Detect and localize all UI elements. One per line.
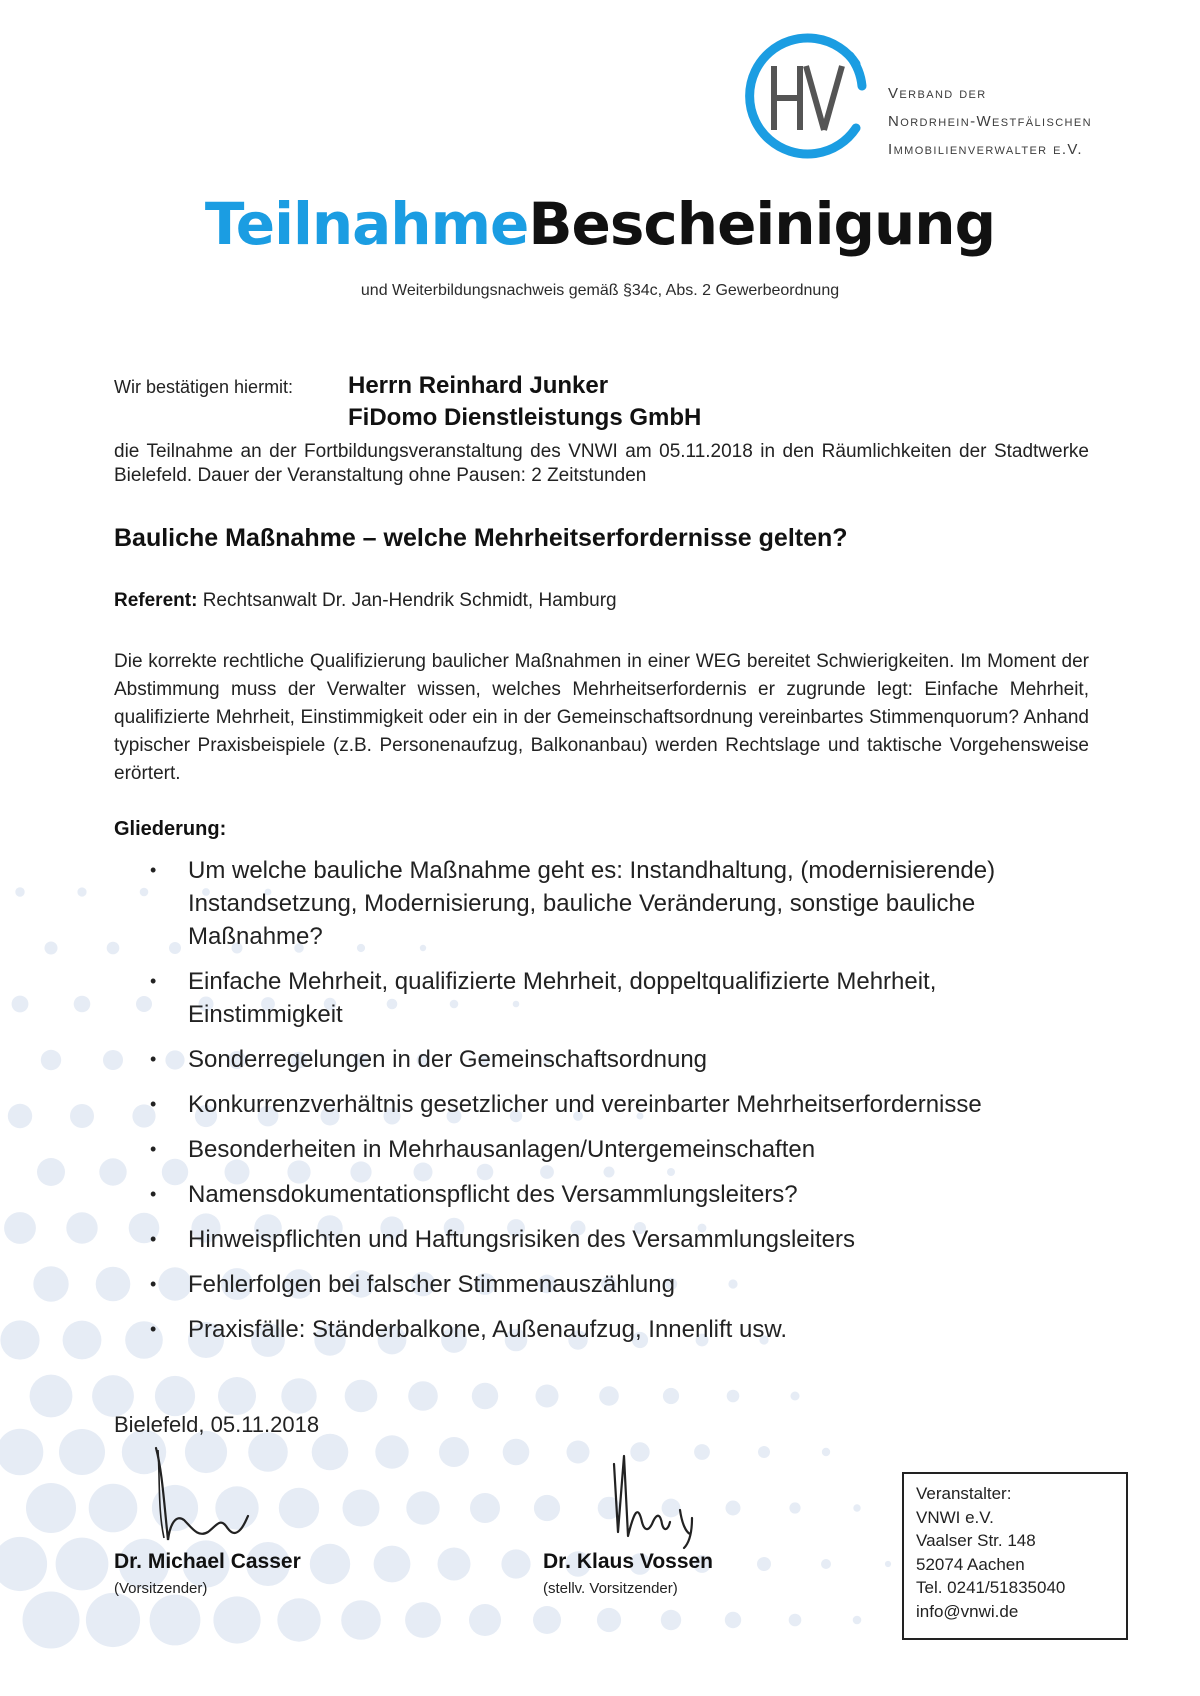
background-dot xyxy=(661,1610,681,1630)
organizer-box xyxy=(902,1472,1128,1640)
background-dot xyxy=(23,1592,80,1649)
background-dot xyxy=(33,1266,68,1301)
background-dot xyxy=(725,1612,741,1628)
seminar-description: Die korrekte rechtliche Qualifizierung baulicher Maßnahmen in einer WEG bereitet Schwierigkeiten. Im Moment der Abstimmung muss der Verwalter wissen, welches Mehrheitserfordernis er zugrunde legt: Einfache Mehrheit, qualifizierte Mehrheit, Einstimmigkeit oder ein in der Gemeinschaftsordnung vereinbartes Stimmenquorum? Anhand typischer Praxisbeispiele (z.B. Personenaufzug, Balkonanbau) werden Rechtslage und taktische Vorgehensweise erörtert. xyxy=(114,651,1089,784)
background-dot xyxy=(853,1616,862,1625)
background-dot xyxy=(70,1104,94,1128)
background-dot xyxy=(30,1375,73,1418)
referent-line xyxy=(114,590,617,612)
background-dot xyxy=(663,1388,679,1404)
signatory-role: (Vorsitzender) xyxy=(114,1580,208,1597)
background-dot xyxy=(789,1614,802,1627)
background-dot xyxy=(501,1549,530,1578)
background-dot xyxy=(438,1548,471,1581)
background-dot xyxy=(218,1377,256,1415)
background-dot xyxy=(4,1212,36,1244)
background-dot xyxy=(599,1386,619,1406)
outline-item: • Praxisfälle: Ständerbalkone, Außenaufzug, Innenlift usw. xyxy=(150,1313,1080,1346)
title-part-teilnahme: Teilnahme xyxy=(204,190,529,258)
background-dot xyxy=(472,1383,498,1409)
outline-item: • Um welche bauliche Maßnahme geht es: Instandhaltung, (modernisierende) Instandsetzung, Modernisierung, bauliche Veränderung, sonstige bauliche Maßnahme? xyxy=(150,854,1080,953)
org-name-line: Verband der xyxy=(888,85,987,102)
seminar-heading: Bauliche Maßnahme – welche Mehrheitserfordernisse gelten? xyxy=(114,524,848,552)
background-dot xyxy=(310,1544,350,1584)
background-dot xyxy=(15,887,24,896)
background-dot xyxy=(59,1429,105,1475)
signatory-name: Dr. Michael Casser xyxy=(114,1550,301,1573)
background-dot xyxy=(0,1429,43,1476)
title-part-bescheinigung: Bescheinigung xyxy=(528,190,996,258)
background-dot xyxy=(439,1437,469,1467)
background-dot xyxy=(791,1392,800,1401)
outline-item: • Fehlerfolgen bei falscher Stimmenauszählung xyxy=(150,1268,1080,1301)
background-dot xyxy=(63,1321,102,1360)
background-dot xyxy=(0,1320,39,1359)
background-dot xyxy=(533,1606,561,1634)
participation-text: die Teilnahme an der Fortbildungsveranstaltung des VNWI am 05.11.2018 in den Räumlichkeiten der Stadtwerke Bielefeld. Dauer der Veranstaltung ohne Pausen: 2 Zeitstunden xyxy=(114,441,1089,486)
background-dot xyxy=(26,1483,76,1533)
background-dot xyxy=(8,1104,32,1128)
organizer-line: 52074 Aachen xyxy=(916,1554,1025,1574)
signatory-name: Dr. Klaus Vossen xyxy=(543,1550,714,1573)
background-dot xyxy=(150,1595,201,1646)
background-dot xyxy=(0,1537,47,1591)
organizer-line: Veranstalter: xyxy=(916,1484,1012,1503)
background-dot xyxy=(853,1504,860,1511)
background-dot xyxy=(74,996,91,1013)
background-dot xyxy=(37,1158,65,1186)
background-dot xyxy=(279,1488,319,1528)
recipient-name: Herrn Reinhard Junker xyxy=(348,372,609,399)
confirmation-label: Wir bestätigen hiermit: xyxy=(114,377,294,397)
background-dot xyxy=(726,1501,741,1516)
background-dot xyxy=(312,1434,349,1471)
background-dot xyxy=(469,1604,501,1636)
organizer-email[interactable]: info@vnwi.de xyxy=(916,1601,1019,1621)
background-dot xyxy=(277,1598,320,1641)
outline-item: • Einfache Mehrheit, qualifizierte Mehrheit, doppeltqualifizierte Mehrheit, Einstimmigkeit xyxy=(150,965,1080,1031)
background-dot xyxy=(405,1602,441,1638)
place-date: Bielefeld, 05.11.2018 xyxy=(114,1412,320,1437)
org-name-line: Nordrhein-Westfälischen xyxy=(888,113,1092,130)
referent-label: Referent: xyxy=(114,590,198,611)
org-name xyxy=(888,80,1092,164)
background-dot xyxy=(155,1376,195,1416)
signatory-role: (stellv. Vorsitzender) xyxy=(543,1580,678,1597)
background-dot xyxy=(534,1495,560,1521)
background-dot xyxy=(758,1446,770,1458)
background-dot xyxy=(406,1491,439,1524)
background-dot xyxy=(56,1538,109,1591)
background-dot xyxy=(470,1493,500,1523)
outline-list xyxy=(150,854,1080,1358)
background-dot xyxy=(341,1600,381,1640)
signature-vossen-image xyxy=(608,1452,704,1552)
background-dot xyxy=(727,1390,740,1403)
outline-item: • Sonderregelungen in der Gemeinschaftsordnung xyxy=(150,1043,1080,1076)
certificate-title xyxy=(0,190,1200,258)
referent-value: Rechtsanwalt Dr. Jan-Hendrik Schmidt, Hamburg xyxy=(202,590,617,611)
background-dot xyxy=(89,1484,138,1533)
background-dot xyxy=(375,1435,408,1468)
background-dot xyxy=(821,1559,831,1569)
background-dot xyxy=(99,1158,126,1185)
background-dot xyxy=(107,942,120,955)
outline-item: • Besonderheiten in Mehrhausanlagen/Untergemeinschaften xyxy=(150,1133,1080,1166)
background-dot xyxy=(41,1050,61,1070)
background-dot xyxy=(281,1378,316,1413)
recipient-company: FiDomo Dienstleistungs GmbH xyxy=(348,404,702,431)
org-name-line: Immobilienverwalter e.V. xyxy=(888,141,1083,158)
background-dot xyxy=(140,888,149,897)
background-dot xyxy=(597,1608,621,1632)
background-dot xyxy=(96,1267,131,1302)
background-dot xyxy=(66,1212,97,1243)
background-dot xyxy=(822,1448,830,1456)
recipient-block xyxy=(348,370,701,434)
background-dot xyxy=(213,1596,260,1643)
background-dot xyxy=(103,1050,123,1070)
background-dot xyxy=(343,1490,380,1527)
background-dot xyxy=(45,942,58,955)
vnwi-logo-icon xyxy=(738,26,878,166)
organizer-line: Vaalser Str. 148 xyxy=(916,1531,1036,1550)
background-dot xyxy=(757,1557,771,1571)
background-dot xyxy=(567,1441,590,1464)
organizer-line: VNWI e.V. xyxy=(916,1507,994,1527)
background-dot xyxy=(374,1546,411,1583)
outline-item: • Namensdokumentationspflicht des Versammlungsleiters? xyxy=(150,1178,1080,1211)
background-dot xyxy=(885,1561,891,1567)
organizer-line: Tel. 0241/51835040 xyxy=(916,1578,1066,1597)
background-dot xyxy=(86,1593,140,1647)
background-dot xyxy=(12,996,29,1013)
outline-item: • Konkurrenzverhältnis gesetzlicher und vereinbarter Mehrheitserfordernisse xyxy=(150,1088,1080,1121)
background-dot xyxy=(503,1439,530,1466)
background-dot xyxy=(345,1380,378,1413)
background-dot xyxy=(77,887,86,896)
background-dot xyxy=(408,1381,438,1411)
signature-casser-image xyxy=(150,1440,260,1555)
background-dot xyxy=(536,1385,559,1408)
outline-item: • Hinweispflichten und Haftungsrisiken des Versammlungsleiters xyxy=(150,1223,1080,1256)
background-dot xyxy=(789,1502,800,1513)
certificate-subtitle: und Weiterbildungsnachweis gemäß §34c, Abs. 2 Gewerbeordnung xyxy=(360,282,840,299)
outline-heading: Gliederung: xyxy=(114,818,227,840)
background-dot xyxy=(92,1375,134,1417)
